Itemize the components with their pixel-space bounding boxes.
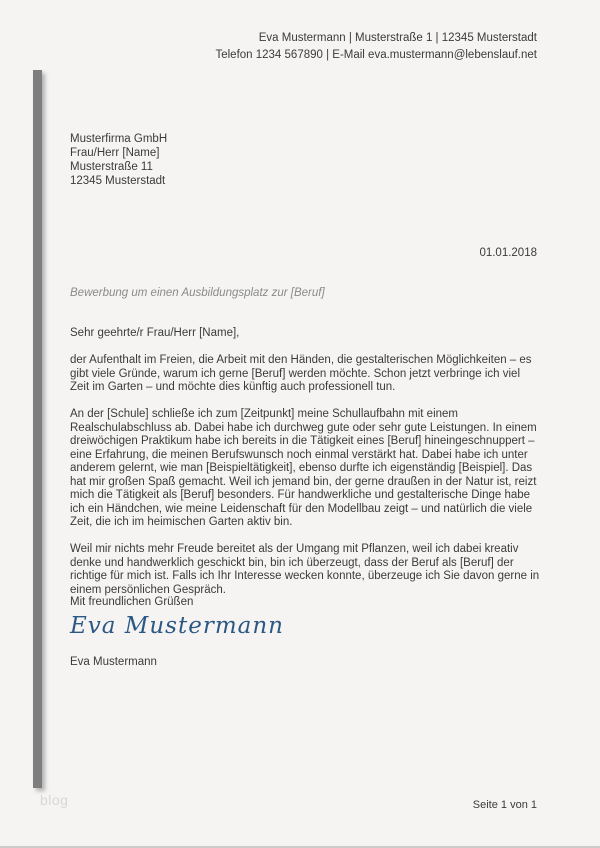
body-paragraph-3: Weil mir nichts mehr Freude bereitet als der Umgang mit Pflanzen, weil ich dabei kreativ denke und handwerklich geschickt bin, bin ich überzeugt, dass der Beruf als [Beruf] der richtige für mich ist. Falls ich Ihr Interesse wecken konnte, überzeuge ich Sie davon gerne in einem persönlichen Gespräch. [70, 543, 540, 596]
recipient-company: Musterfirma GmbH [70, 133, 168, 145]
recipient-contact-person: Frau/Herr [Name] [70, 147, 160, 159]
page-number-indicator: Seite 1 von 1 [472, 799, 537, 811]
letter-date: 01.01.2018 [479, 247, 537, 259]
letterhead-contact-line-2: Telefon 1234 567890 | E-Mail eva.mustermann@lebenslauf.net [215, 49, 537, 61]
subject-line: Bewerbung um einen Ausbildungsplatz zur [Beruf] [70, 287, 325, 299]
closing-regards: Mit freundlichen Grüßen [70, 596, 194, 608]
recipient-street: Musterstraße 11 [70, 161, 153, 173]
salutation: Sehr geehrte/r Frau/Herr [Name], [70, 327, 240, 339]
vertical-accent-bar [33, 70, 42, 788]
handwritten-signature: Eva Mustermann [70, 613, 284, 639]
recipient-address-block [70, 132, 167, 188]
letterhead-contact-line-1: Eva Mustermann | Musterstraße 1 | 12345 Musterstadt [258, 32, 537, 44]
blog-watermark: blog [40, 792, 69, 808]
recipient-city: 12345 Musterstadt [70, 175, 166, 187]
body-paragraph-1: der Aufenthalt im Freien, die Arbeit mit den Händen, die gestalterischen Möglichkeiten – es gibt viele Gründe, warum ich gerne [Beruf] werden möchte. Schon jetzt verbringe ich viel Zeit im Garten – und möchte dies künftig auch professionell tun. [70, 354, 532, 393]
typed-sender-name: Eva Mustermann [70, 656, 157, 668]
body-paragraph-2: An der [Schule] schließe ich zum [Zeitpunkt] meine Schullaufbahn mit einem Realschulabschluss ab. Dabei habe ich durchweg gute oder sehr gute Leistungen. In einem dreiwöchigen Praktikum habe ich bereits in die Tätigkeit eines [Beruf] hineingeschnuppert – eine Erfahrung, die meinen Berufswunsch noch einmal verstärkt hat. Dabei habe ich unter anderem gelernt, wie man [Beispieltätigkeit], ebenso durfte ich eigenständig [Beispiel]. Das hat mir großen Spaß gemacht. Weil ich jemand bin, der gerne draußen in der Natur ist, reizt mich die Tätigkeit als [Beruf] besonders. Für handwerkliche und gestalterische Dinge habe ich ein Händchen, wie meine Leidenschaft für den Modellbau zeigt – und natürlich die viele Zeit, die ich im heimischen Garten aktiv bin. [70, 408, 537, 528]
letterhead [215, 30, 537, 64]
letter-body [70, 327, 541, 611]
